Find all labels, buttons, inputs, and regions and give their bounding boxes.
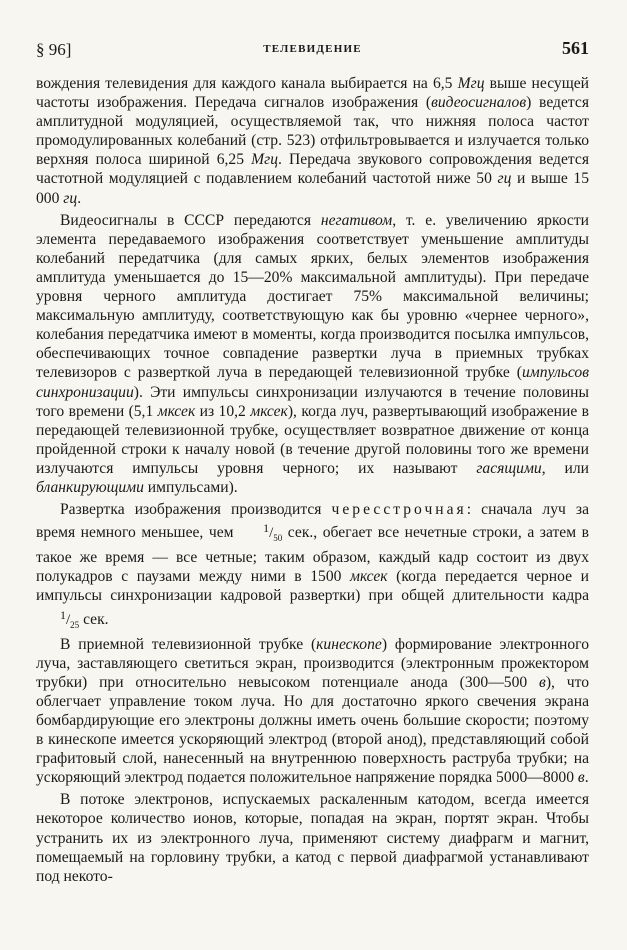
paragraph-3 — [36, 500, 589, 635]
text-run: ), что облегчает управление током луча. Но для достаточно яркого свечения экрана бомбардирующие его электроны должны иметь очень большие скорости; поэтому в кинескопе имеется ускоряющий электрод (второй анод), представляющий собой графитовый слой, нанесенный на внутреннюю поверхность раструба трубки; на ускоряющий электрод подается положительное напряжение порядка 5000—8000 — [36, 673, 589, 787]
text-run: мксек — [350, 568, 388, 586]
fraction-1-25: $^1/_{25}$ — [60, 607, 80, 630]
text-run: в — [577, 769, 585, 787]
text-run: 25 — [70, 619, 80, 630]
text-run: сек., обегает все нечетные строки, а затем в такое же время — все четные; таким образом, каждый кадр состоит из двух полукадров с паузами между ними в 1500 — [36, 524, 589, 586]
text-run: Видеосигналы в СССР передаются — [60, 211, 321, 229]
text-run: . — [584, 769, 589, 787]
term-blanking: гасящими — [476, 459, 542, 477]
text-run: Развертка изображения производится — [60, 501, 332, 519]
text-run: и выше 15 000 — [36, 170, 589, 207]
term-blanking-alt: бланкирующими — [36, 478, 144, 496]
text-run: импульсами). — [143, 478, 238, 496]
page-body — [36, 74, 589, 886]
text-run: . Передача звукового сопровождения ведется частотной модуляцией с подавлением колебаний частотой ниже 50 — [36, 151, 589, 188]
text-run: гц — [497, 170, 512, 188]
running-header — [36, 38, 589, 62]
text-run: (когда передается черное и импульсы синхронизации кадровой развертки) при общей длительности кадра — [36, 568, 589, 605]
section-number: § 96] — [36, 40, 72, 59]
text-run: Мгц — [251, 151, 278, 169]
text-run: ) формирование электронного луча, заставляющего светиться экран, производится (электронным прожектором трубки) при относительно невысоком потенциале анода (300—500 — [36, 635, 589, 691]
text-run: мксек — [250, 402, 288, 420]
text-run: , т. е. увеличению яркости элемента передаваемого изображения соответствует уменьшение амплитуды колебаний передатчика (для самых ярких, белых элементов изображения амплитуда уменьшается до 15—20% максимальной амплитуды). При передаче уровня черного амплитуда достигает 75% максимальной величины; максимальную амплитуду, соответствующую как бы уровню «чернее черного», колебания передатчика имеют в моменты, когда производится посылка импульсов, обеспечивающих точное совпадение развертки луча в приемных трубках телевизоров с разверткой луча в передающей телевизионной трубке ( — [36, 211, 590, 382]
fraction-1-50: $^1/_{50}$ — [263, 521, 283, 544]
text-run: 50 — [273, 533, 283, 544]
text-run: : сначала луч за время немного меньшее, чем — [36, 501, 590, 542]
term-interlaced: чересстрочная — [331, 501, 467, 519]
text-run: вождения телевидения для каждого канала выбирается на 6,5 — [36, 75, 458, 92]
running-title: ТЕЛЕВИДЕНИЕ — [263, 43, 362, 55]
paragraph-1 — [36, 74, 589, 208]
text-run: В приемной телевизионной трубке ( — [60, 635, 317, 653]
text-run: . — [77, 189, 82, 207]
text-run: из 10,2 — [195, 402, 251, 420]
text-run: мксек — [157, 402, 196, 420]
term-videosignals: видеосигналов — [431, 94, 527, 112]
text-run: сек. — [79, 610, 109, 628]
term-negative: негативом — [320, 211, 393, 229]
paragraph-2 — [36, 211, 589, 497]
text-run: , или — [541, 459, 589, 477]
text-run: в — [539, 673, 546, 691]
text-run: 1 — [60, 607, 66, 622]
term-sync-pulses: импульсов синхронизации — [36, 364, 589, 401]
text-run: ) ведется амплитудной модуляцией, осуществляемой так, что нижняя полоса частот промодулированных колебаний (стр. 523) отфильтровывается и излучается только верхняя полоса шириной 6,25 — [36, 94, 589, 169]
text-run: ). Эти импульсы синхронизации излучаются в течение половины того времени (5,1 — [36, 383, 589, 420]
text-run: В потоке электронов, испускаемых раскаленным катодом, всегда имеется некоторое количество ионов, которые, попадая на экран, портят экран. Чтобы устранить их из электронного луча, применяют систему диафрагм и магнит, помещаемый на горловину трубки, а катод с первой диафрагмой устанавливают под некото- — [36, 791, 589, 885]
text-run: гц — [63, 189, 78, 207]
page-number: 561 — [562, 38, 589, 58]
term-kinescope: кинескопе — [316, 635, 382, 653]
text-run: ), когда луч, развертывающий изображение в передающей телевизионной трубке, осуществляет возвратное движение от конца пройденной строки к началу новой (в течение другой половины того же времени излучаются импульсы уровня черного; их называют — [36, 402, 590, 477]
paragraph-5 — [36, 790, 589, 885]
text-run: выше несущей частоты изображения. Передача сигналов изображения ( — [36, 75, 589, 112]
paragraph-4 — [36, 635, 589, 788]
text-run: 1 — [263, 521, 270, 536]
text-run: Мгц — [457, 75, 485, 92]
